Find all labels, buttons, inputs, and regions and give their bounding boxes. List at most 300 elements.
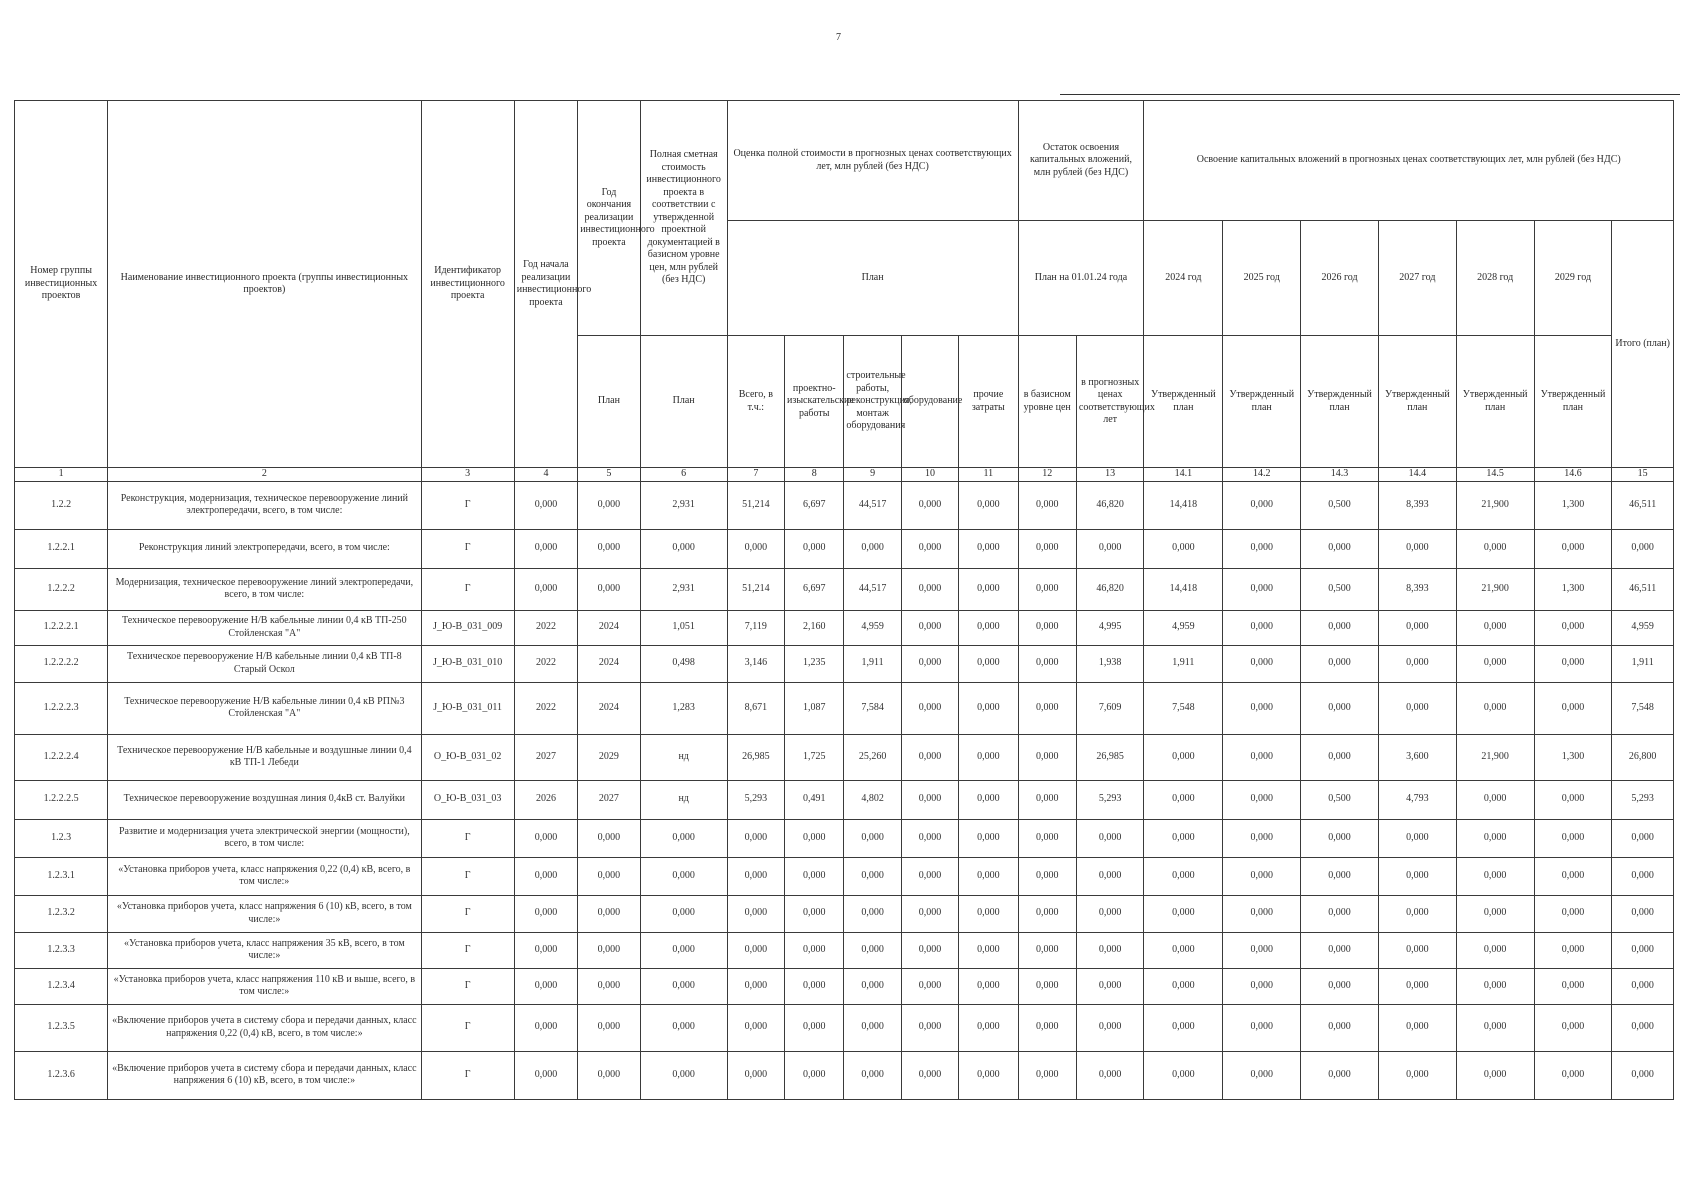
row-number-cell: 1.2.2 bbox=[15, 481, 108, 529]
value-cell: 0,000 bbox=[1223, 932, 1301, 968]
value-cell: 0,000 bbox=[1144, 857, 1223, 895]
value-cell: 0,000 bbox=[1301, 529, 1379, 568]
value-cell: 1,235 bbox=[785, 645, 844, 682]
value-cell: 0,000 bbox=[578, 529, 640, 568]
value-cell: 2024 bbox=[578, 610, 640, 645]
value-cell: 4,793 bbox=[1378, 780, 1456, 819]
value-cell: 0,000 bbox=[640, 819, 727, 857]
value-cell: 0,000 bbox=[514, 857, 577, 895]
header-equipment: оборудование bbox=[901, 336, 958, 468]
row-number-cell: 1.2.3.3 bbox=[15, 932, 108, 968]
value-cell: 0,000 bbox=[1076, 968, 1144, 1004]
column-number: 14.3 bbox=[1301, 468, 1379, 482]
header-remainder: Остаток освоения капитальных вложений, млн рублей (без НДС) bbox=[1018, 101, 1144, 221]
value-cell: 0,000 bbox=[514, 932, 577, 968]
value-cell: 0,000 bbox=[959, 1051, 1018, 1099]
value-cell: 0,000 bbox=[1456, 645, 1534, 682]
value-cell: 0,000 bbox=[1456, 610, 1534, 645]
header-mastering: Освоение капитальных вложений в прогнозных ценах соответствующих лет, млн рублей (без НДС) bbox=[1144, 101, 1674, 221]
value-cell: 0,000 bbox=[1534, 780, 1612, 819]
value-cell: 0,000 bbox=[1018, 734, 1076, 780]
row-number-cell: 1.2.3.4 bbox=[15, 968, 108, 1004]
header-plan-date: План на 01.01.24 года bbox=[1018, 221, 1144, 336]
identifier-cell: Г bbox=[421, 932, 514, 968]
header-name: Наименование инвестиционного проекта (группы инвестиционных проектов) bbox=[108, 101, 421, 468]
header-year-2027: 2027 год bbox=[1378, 221, 1456, 336]
project-name-cell: «Включение приборов учета в систему сбора и передачи данных, класс напряжения 6 (10) кВ, всего, в том числе:» bbox=[108, 1051, 421, 1099]
value-cell: 0,000 bbox=[1456, 895, 1534, 932]
column-number: 2 bbox=[108, 468, 421, 482]
value-cell: 0,000 bbox=[578, 1051, 640, 1099]
row-number-cell: 1.2.3.5 bbox=[15, 1004, 108, 1051]
table-row bbox=[15, 895, 1674, 932]
header-year-2025: 2025 год bbox=[1223, 221, 1301, 336]
value-cell: 4,802 bbox=[844, 780, 901, 819]
identifier-cell: Г bbox=[421, 968, 514, 1004]
header-approved-plan-2026: Утвержденный план bbox=[1301, 336, 1379, 468]
value-cell: 0,000 bbox=[1301, 734, 1379, 780]
value-cell: 0,000 bbox=[1018, 529, 1076, 568]
header-total: Итого (план) bbox=[1612, 221, 1674, 468]
value-cell: 0,000 bbox=[514, 968, 577, 1004]
value-cell: 0,000 bbox=[727, 895, 784, 932]
header-approved-plan-2025: Утвержденный план bbox=[1223, 336, 1301, 468]
value-cell: 0,000 bbox=[727, 932, 784, 968]
value-cell: 1,725 bbox=[785, 734, 844, 780]
value-cell: 0,500 bbox=[1301, 481, 1379, 529]
identifier-cell: Г bbox=[421, 529, 514, 568]
value-cell: 0,000 bbox=[514, 819, 577, 857]
value-cell: 0,000 bbox=[959, 968, 1018, 1004]
value-cell: 0,000 bbox=[727, 529, 784, 568]
value-cell: 0,000 bbox=[1456, 968, 1534, 1004]
column-number: 1 bbox=[15, 468, 108, 482]
value-cell: 0,000 bbox=[844, 1004, 901, 1051]
value-cell: 0,000 bbox=[1378, 857, 1456, 895]
header-approved-plan-2028: Утвержденный план bbox=[1456, 336, 1534, 468]
identifier-cell: Г bbox=[421, 857, 514, 895]
header-year-end: Год окончания реализации инвестиционного проекта bbox=[578, 101, 640, 336]
value-cell: 0,000 bbox=[727, 857, 784, 895]
value-cell: 0,000 bbox=[785, 1051, 844, 1099]
row-number-cell: 1.2.2.2.4 bbox=[15, 734, 108, 780]
identifier-cell: О_Ю-В_031_02 bbox=[421, 734, 514, 780]
value-cell: 0,000 bbox=[514, 529, 577, 568]
value-cell: 6,697 bbox=[785, 481, 844, 529]
value-cell: 2022 bbox=[514, 610, 577, 645]
value-cell: 0,000 bbox=[1378, 1051, 1456, 1099]
value-cell: 0,000 bbox=[1378, 968, 1456, 1004]
column-number: 9 bbox=[844, 468, 901, 482]
row-number-cell: 1.2.2.2.5 bbox=[15, 780, 108, 819]
value-cell: 0,000 bbox=[1456, 682, 1534, 734]
value-cell: 0,000 bbox=[959, 610, 1018, 645]
value-cell: 0,000 bbox=[1018, 1051, 1076, 1099]
table-row bbox=[15, 1004, 1674, 1051]
value-cell: 1,300 bbox=[1534, 734, 1612, 780]
table-row bbox=[15, 968, 1674, 1004]
identifier-cell: О_Ю-В_031_03 bbox=[421, 780, 514, 819]
value-cell: 46,511 bbox=[1612, 568, 1674, 610]
value-cell: 1,911 bbox=[844, 645, 901, 682]
value-cell: 0,000 bbox=[578, 819, 640, 857]
value-cell: 0,000 bbox=[514, 481, 577, 529]
value-cell: 0,000 bbox=[514, 895, 577, 932]
value-cell: 0,000 bbox=[1223, 1051, 1301, 1099]
value-cell: 0,000 bbox=[1301, 895, 1379, 932]
value-cell: 0,000 bbox=[1223, 568, 1301, 610]
value-cell: 0,000 bbox=[1378, 819, 1456, 857]
value-cell: 0,000 bbox=[1301, 857, 1379, 895]
value-cell: 0,000 bbox=[959, 819, 1018, 857]
column-number: 4 bbox=[514, 468, 577, 482]
value-cell: 4,959 bbox=[844, 610, 901, 645]
value-cell: 0,000 bbox=[514, 1004, 577, 1051]
value-cell: 5,293 bbox=[727, 780, 784, 819]
header-group-no: Номер группы инвестиционных проектов bbox=[15, 101, 108, 468]
value-cell: 0,000 bbox=[1144, 529, 1223, 568]
value-cell: 0,000 bbox=[959, 1004, 1018, 1051]
column-number: 7 bbox=[727, 468, 784, 482]
value-cell: 5,293 bbox=[1076, 780, 1144, 819]
value-cell: 0,000 bbox=[785, 529, 844, 568]
value-cell: 0,000 bbox=[1223, 529, 1301, 568]
value-cell: 0,000 bbox=[1223, 895, 1301, 932]
column-number: 11 bbox=[959, 468, 1018, 482]
value-cell: 0,000 bbox=[959, 481, 1018, 529]
value-cell: 0,000 bbox=[1144, 734, 1223, 780]
value-cell: 0,000 bbox=[1018, 968, 1076, 1004]
value-cell: 0,000 bbox=[1223, 682, 1301, 734]
column-number: 13 bbox=[1076, 468, 1144, 482]
value-cell: 14,418 bbox=[1144, 481, 1223, 529]
value-cell: 26,985 bbox=[727, 734, 784, 780]
value-cell: 0,000 bbox=[785, 1004, 844, 1051]
value-cell: 0,000 bbox=[901, 895, 958, 932]
header-base-prices: в базисном уровне цен bbox=[1018, 336, 1076, 468]
value-cell: 1,283 bbox=[640, 682, 727, 734]
value-cell: 0,000 bbox=[1076, 1004, 1144, 1051]
value-cell: 0,000 bbox=[901, 529, 958, 568]
value-cell: 1,051 bbox=[640, 610, 727, 645]
value-cell: 6,697 bbox=[785, 568, 844, 610]
value-cell: 0,000 bbox=[785, 857, 844, 895]
value-cell: 0,000 bbox=[844, 1051, 901, 1099]
value-cell: 0,000 bbox=[959, 780, 1018, 819]
header-approved-plan-2027: Утвержденный план bbox=[1378, 336, 1456, 468]
value-cell: 25,260 bbox=[844, 734, 901, 780]
value-cell: 0,000 bbox=[1223, 645, 1301, 682]
header-approved-plan-2029: Утвержденный план bbox=[1534, 336, 1612, 468]
value-cell: 0,000 bbox=[640, 1051, 727, 1099]
value-cell: 0,000 bbox=[844, 968, 901, 1004]
value-cell: 0,000 bbox=[901, 819, 958, 857]
project-name-cell: Техническое перевооружение Н/В кабельные линии 0,4 кВ ТП-8 Старый Оскол bbox=[108, 645, 421, 682]
value-cell: 7,119 bbox=[727, 610, 784, 645]
header-year-start: Год начала реализации инвестиционного проекта bbox=[514, 101, 577, 468]
value-cell: 0,000 bbox=[1018, 819, 1076, 857]
value-cell: 2029 bbox=[578, 734, 640, 780]
value-cell: 5,293 bbox=[1612, 780, 1674, 819]
table-row bbox=[15, 682, 1674, 734]
value-cell: 0,000 bbox=[901, 1051, 958, 1099]
value-cell: 0,000 bbox=[901, 968, 958, 1004]
project-name-cell: Реконструкция, модернизация, техническое перевооружение линий электропередачи, всего, в том числе: bbox=[108, 481, 421, 529]
value-cell: 0,000 bbox=[1018, 610, 1076, 645]
value-cell: 0,000 bbox=[1223, 734, 1301, 780]
value-cell: 0,000 bbox=[1378, 645, 1456, 682]
value-cell: 0,000 bbox=[1612, 895, 1674, 932]
value-cell: 0,000 bbox=[959, 857, 1018, 895]
project-name-cell: «Установка приборов учета, класс напряжения 0,22 (0,4) кВ, всего, в том числе:» bbox=[108, 857, 421, 895]
value-cell: 0,000 bbox=[1144, 1004, 1223, 1051]
value-cell: 51,214 bbox=[727, 568, 784, 610]
header-estimate: Оценка полной стоимости в прогнозных ценах соответствующих лет, млн рублей (без НДС) bbox=[727, 101, 1018, 221]
value-cell: 0,000 bbox=[844, 932, 901, 968]
value-cell: 0,000 bbox=[1534, 682, 1612, 734]
value-cell: 0,000 bbox=[1076, 857, 1144, 895]
value-cell: 0,000 bbox=[901, 610, 958, 645]
value-cell: 0,000 bbox=[1018, 682, 1076, 734]
value-cell: 0,000 bbox=[578, 568, 640, 610]
value-cell: 0,000 bbox=[959, 645, 1018, 682]
value-cell: 0,000 bbox=[1076, 932, 1144, 968]
value-cell: 26,800 bbox=[1612, 734, 1674, 780]
project-name-cell: Техническое перевооружение воздушная линия 0,4кВ ст. Валуйки bbox=[108, 780, 421, 819]
value-cell: 46,820 bbox=[1076, 481, 1144, 529]
header-design-works: проектно-изыскательские работы bbox=[785, 336, 844, 468]
value-cell: 0,000 bbox=[1534, 857, 1612, 895]
value-cell: 0,000 bbox=[901, 568, 958, 610]
value-cell: 14,418 bbox=[1144, 568, 1223, 610]
row-number-cell: 1.2.2.1 bbox=[15, 529, 108, 568]
header-full-cost-plan: План bbox=[640, 336, 727, 468]
value-cell: 1,911 bbox=[1612, 645, 1674, 682]
value-cell: 0,000 bbox=[844, 819, 901, 857]
table-row bbox=[15, 734, 1674, 780]
value-cell: 0,000 bbox=[640, 529, 727, 568]
value-cell: 0,000 bbox=[1456, 1051, 1534, 1099]
value-cell: 0,000 bbox=[901, 645, 958, 682]
value-cell: 0,000 bbox=[578, 968, 640, 1004]
header-year-end-plan: План bbox=[578, 336, 640, 468]
value-cell: 0,000 bbox=[1144, 780, 1223, 819]
column-number: 12 bbox=[1018, 468, 1076, 482]
row-number-cell: 1.2.3.6 bbox=[15, 1051, 108, 1099]
project-name-cell: Реконструкция линий электропередачи, всего, в том числе: bbox=[108, 529, 421, 568]
value-cell: 1,938 bbox=[1076, 645, 1144, 682]
value-cell: 0,000 bbox=[1223, 780, 1301, 819]
value-cell: 0,000 bbox=[640, 932, 727, 968]
value-cell: 0,000 bbox=[844, 895, 901, 932]
value-cell: нд bbox=[640, 734, 727, 780]
value-cell: 0,000 bbox=[578, 895, 640, 932]
value-cell: 1,300 bbox=[1534, 568, 1612, 610]
column-number-row bbox=[15, 468, 1674, 482]
table-row bbox=[15, 610, 1674, 645]
table-row bbox=[15, 819, 1674, 857]
value-cell: 0,000 bbox=[1378, 610, 1456, 645]
value-cell: 2,931 bbox=[640, 568, 727, 610]
header-year-2028: 2028 год bbox=[1456, 221, 1534, 336]
project-name-cell: «Установка приборов учета, класс напряжения 6 (10) кВ, всего, в том числе:» bbox=[108, 895, 421, 932]
value-cell: 0,000 bbox=[1223, 1004, 1301, 1051]
value-cell: 0,000 bbox=[578, 857, 640, 895]
project-name-cell: «Установка приборов учета, класс напряжения 35 кВ, всего, в том числе:» bbox=[108, 932, 421, 968]
value-cell: 0,000 bbox=[959, 895, 1018, 932]
value-cell: 8,393 bbox=[1378, 568, 1456, 610]
value-cell: 0,500 bbox=[1301, 780, 1379, 819]
value-cell: 0,000 bbox=[1534, 610, 1612, 645]
value-cell: 0,000 bbox=[959, 529, 1018, 568]
value-cell: 7,584 bbox=[844, 682, 901, 734]
value-cell: 21,900 bbox=[1456, 568, 1534, 610]
header-construction-works: строительные работы, реконструкция, монтаж оборудования bbox=[844, 336, 901, 468]
project-name-cell: Техническое перевооружение Н/В кабельные и воздушные линии 0,4 кВ ТП-1 Лебеди bbox=[108, 734, 421, 780]
value-cell: 7,548 bbox=[1144, 682, 1223, 734]
value-cell: 0,000 bbox=[959, 734, 1018, 780]
table-row bbox=[15, 529, 1674, 568]
value-cell: 7,548 bbox=[1612, 682, 1674, 734]
value-cell: 0,000 bbox=[1378, 682, 1456, 734]
value-cell: 0,000 bbox=[1076, 819, 1144, 857]
column-number: 14.4 bbox=[1378, 468, 1456, 482]
value-cell: 0,000 bbox=[959, 568, 1018, 610]
column-number: 14.2 bbox=[1223, 468, 1301, 482]
row-number-cell: 1.2.2.2.1 bbox=[15, 610, 108, 645]
value-cell: 0,000 bbox=[1144, 1051, 1223, 1099]
value-cell: 0,000 bbox=[844, 529, 901, 568]
value-cell: 0,000 bbox=[1144, 819, 1223, 857]
value-cell: 0,000 bbox=[901, 932, 958, 968]
value-cell: 0,000 bbox=[514, 568, 577, 610]
value-cell: 7,609 bbox=[1076, 682, 1144, 734]
top-rule bbox=[1060, 94, 1680, 95]
value-cell: 0,000 bbox=[1076, 895, 1144, 932]
value-cell: 0,000 bbox=[1456, 1004, 1534, 1051]
value-cell: 2026 bbox=[514, 780, 577, 819]
value-cell: нд bbox=[640, 780, 727, 819]
column-number: 14.5 bbox=[1456, 468, 1534, 482]
value-cell: 4,959 bbox=[1612, 610, 1674, 645]
value-cell: 0,000 bbox=[1018, 932, 1076, 968]
identifier-cell: Г bbox=[421, 1051, 514, 1099]
header-year-2026: 2026 год bbox=[1301, 221, 1379, 336]
value-cell: 0,000 bbox=[1534, 819, 1612, 857]
value-cell: 0,000 bbox=[1076, 529, 1144, 568]
value-cell: 0,000 bbox=[1612, 968, 1674, 1004]
header-year-2024: 2024 год bbox=[1144, 221, 1223, 336]
value-cell: 0,000 bbox=[640, 895, 727, 932]
value-cell: 2027 bbox=[514, 734, 577, 780]
header-year-2029: 2029 год bbox=[1534, 221, 1612, 336]
project-name-cell: Техническое перевооружение Н/В кабельные линии 0,4 кВ ТП-250 Стойленская "А" bbox=[108, 610, 421, 645]
column-number: 15 bbox=[1612, 468, 1674, 482]
table-row bbox=[15, 1051, 1674, 1099]
header-forecast-prices: в прогнозных ценах соответствующих лет bbox=[1076, 336, 1144, 468]
value-cell: 0,000 bbox=[959, 932, 1018, 968]
row-number-cell: 1.2.2.2 bbox=[15, 568, 108, 610]
header-approved-plan-2024: Утвержденный план bbox=[1144, 336, 1223, 468]
value-cell: 0,000 bbox=[1612, 932, 1674, 968]
value-cell: 0,000 bbox=[1301, 968, 1379, 1004]
project-name-cell: Модернизация, техническое перевооружение линий электропередачи, всего, в том числе: bbox=[108, 568, 421, 610]
value-cell: 3,146 bbox=[727, 645, 784, 682]
header-full-cost: Полная сметная стоимость инвестиционного проекта в соответствии с утвержденной проектной документацией в базисном уровне цен, млн рублей (без НДС) bbox=[640, 101, 727, 336]
value-cell: 0,000 bbox=[1534, 968, 1612, 1004]
value-cell: 2022 bbox=[514, 645, 577, 682]
column-number: 6 bbox=[640, 468, 727, 482]
value-cell: 0,000 bbox=[1301, 819, 1379, 857]
value-cell: 46,820 bbox=[1076, 568, 1144, 610]
row-number-cell: 1.2.3.1 bbox=[15, 857, 108, 895]
table-row bbox=[15, 857, 1674, 895]
value-cell: 0,000 bbox=[1534, 529, 1612, 568]
value-cell: 0,000 bbox=[514, 1051, 577, 1099]
value-cell: 0,000 bbox=[1018, 780, 1076, 819]
project-name-cell: Развитие и модернизация учета электрической энергии (мощности), всего, в том числе: bbox=[108, 819, 421, 857]
value-cell: 0,000 bbox=[727, 1004, 784, 1051]
value-cell: 0,000 bbox=[727, 968, 784, 1004]
value-cell: 0,000 bbox=[1378, 932, 1456, 968]
value-cell: 4,959 bbox=[1144, 610, 1223, 645]
identifier-cell: Г bbox=[421, 819, 514, 857]
value-cell: 0,000 bbox=[1018, 645, 1076, 682]
value-cell: 0,000 bbox=[1534, 1051, 1612, 1099]
value-cell: 0,000 bbox=[1456, 857, 1534, 895]
table-row bbox=[15, 780, 1674, 819]
value-cell: 0,000 bbox=[1612, 857, 1674, 895]
investment-table bbox=[14, 100, 1674, 1100]
value-cell: 0,000 bbox=[640, 857, 727, 895]
value-cell: 0,000 bbox=[1301, 610, 1379, 645]
identifier-cell: J_Ю-В_031_010 bbox=[421, 645, 514, 682]
value-cell: 0,000 bbox=[901, 734, 958, 780]
value-cell: 4,995 bbox=[1076, 610, 1144, 645]
row-number-cell: 1.2.3.2 bbox=[15, 895, 108, 932]
value-cell: 0,000 bbox=[1301, 932, 1379, 968]
value-cell: 1,300 bbox=[1534, 481, 1612, 529]
value-cell: 0,000 bbox=[1301, 645, 1379, 682]
value-cell: 0,000 bbox=[1378, 895, 1456, 932]
value-cell: 0,000 bbox=[1223, 968, 1301, 1004]
value-cell: 0,000 bbox=[1018, 1004, 1076, 1051]
value-cell: 2022 bbox=[514, 682, 577, 734]
project-name-cell: Техническое перевооружение Н/В кабельные линии 0,4 кВ РП№3 Стойленская "А" bbox=[108, 682, 421, 734]
value-cell: 21,900 bbox=[1456, 481, 1534, 529]
value-cell: 0,000 bbox=[1076, 1051, 1144, 1099]
identifier-cell: Г bbox=[421, 895, 514, 932]
header-estimate-plan: План bbox=[727, 221, 1018, 336]
value-cell: 0,000 bbox=[901, 780, 958, 819]
value-cell: 0,000 bbox=[1018, 857, 1076, 895]
value-cell: 0,000 bbox=[1534, 1004, 1612, 1051]
value-cell: 46,511 bbox=[1612, 481, 1674, 529]
value-cell: 0,000 bbox=[727, 1051, 784, 1099]
value-cell: 2,160 bbox=[785, 610, 844, 645]
value-cell: 0,000 bbox=[785, 932, 844, 968]
value-cell: 0,000 bbox=[1456, 819, 1534, 857]
value-cell: 0,000 bbox=[640, 968, 727, 1004]
header-other-costs: прочие затраты bbox=[959, 336, 1018, 468]
value-cell: 0,000 bbox=[1144, 895, 1223, 932]
value-cell: 0,491 bbox=[785, 780, 844, 819]
column-number: 14.1 bbox=[1144, 468, 1223, 482]
value-cell: 0,000 bbox=[901, 857, 958, 895]
value-cell: 0,000 bbox=[1612, 1051, 1674, 1099]
value-cell: 0,000 bbox=[1018, 895, 1076, 932]
column-number: 8 bbox=[785, 468, 844, 482]
